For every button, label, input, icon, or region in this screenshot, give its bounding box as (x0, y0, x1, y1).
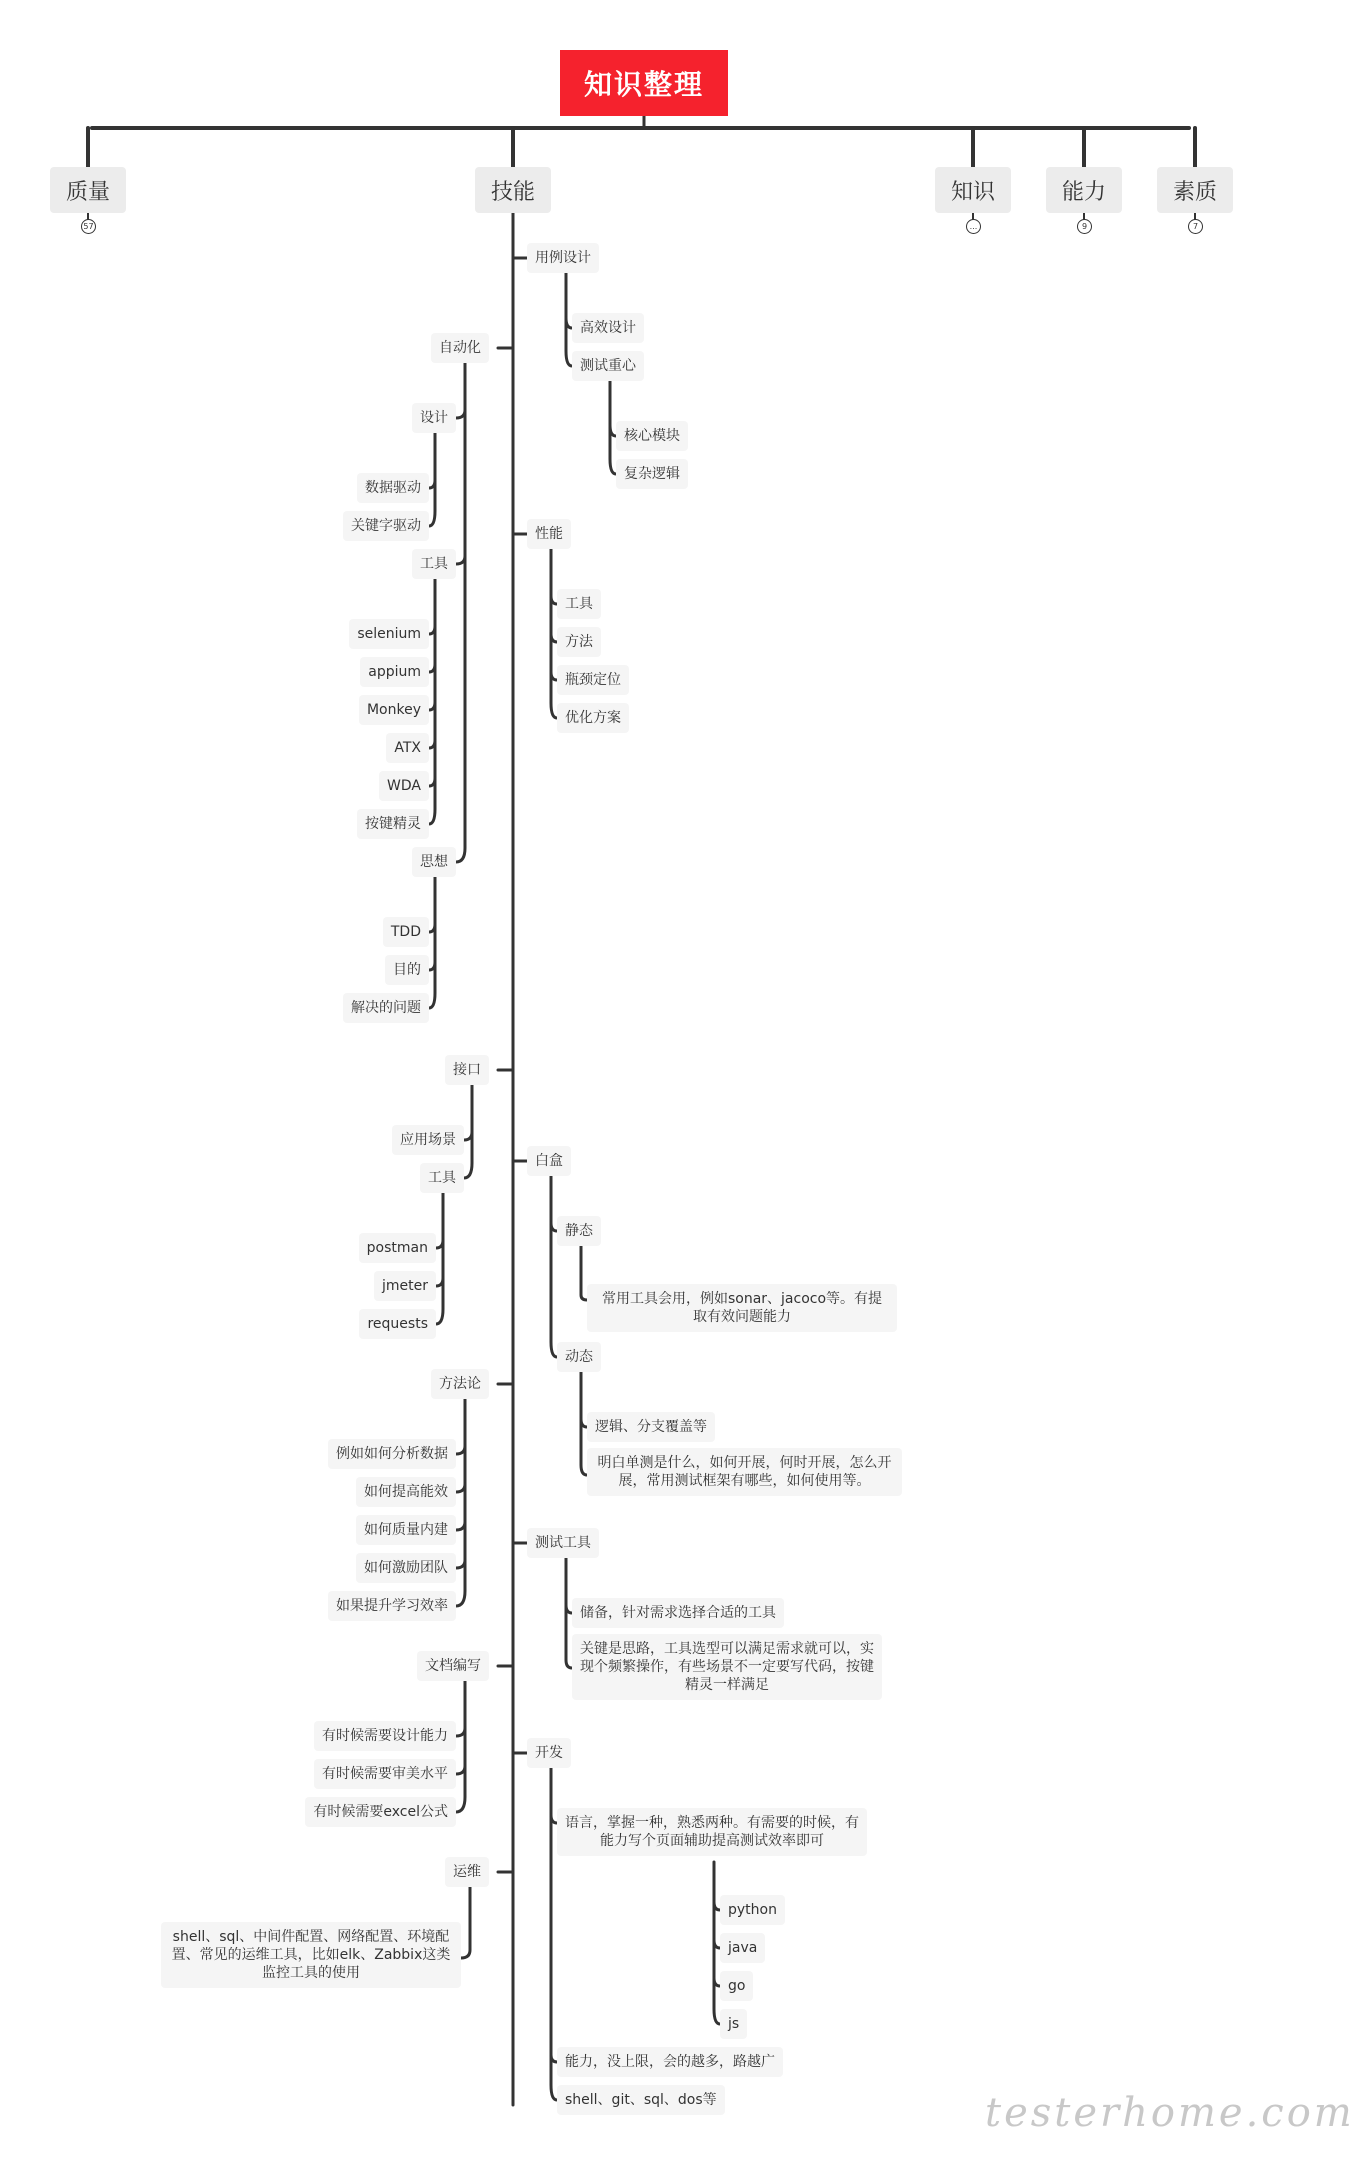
topic-performance[interactable]: 性能 (527, 519, 571, 549)
topic-api-tool-item[interactable]: requests (359, 1309, 436, 1339)
topic-methodology-item[interactable]: 如何激励团队 (356, 1553, 456, 1583)
topic-automation[interactable]: 自动化 (431, 333, 489, 363)
branch-quality[interactable]: 质量 (50, 167, 126, 213)
branch-ability[interactable]: 能力 (1046, 167, 1122, 213)
topic-methodology-item[interactable]: 如何质量内建 (356, 1515, 456, 1545)
topic-automation-thinking[interactable]: 思想 (412, 847, 456, 877)
topic-ops[interactable]: 运维 (445, 1857, 489, 1887)
topic-api[interactable]: 接口 (445, 1055, 489, 1085)
root-topic[interactable]: 知识整理 (560, 50, 728, 116)
topic-api-tool-item[interactable]: jmeter (374, 1271, 436, 1301)
knowledge-collapsed-count[interactable]: ... (966, 219, 981, 234)
topic-thinking-item[interactable]: 解决的问题 (343, 993, 429, 1023)
qualities-collapsed-count[interactable]: 7 (1188, 219, 1203, 234)
topic-dynamic[interactable]: 动态 (557, 1342, 601, 1372)
topic-methodology-item[interactable]: 如何提高能效 (356, 1477, 456, 1507)
topic-methodology[interactable]: 方法论 (431, 1369, 489, 1399)
topic-api-scenario[interactable]: 应用场景 (392, 1125, 464, 1155)
topic-static-note[interactable]: 常用工具会用，例如sonar、jacoco等。有提取有效问题能力 (587, 1284, 897, 1332)
topic-api-tools[interactable]: 工具 (420, 1163, 464, 1193)
topic-automation-tools[interactable]: 工具 (412, 549, 456, 579)
topic-docs[interactable]: 文档编写 (417, 1651, 489, 1681)
topic-dev-ability[interactable]: 能力，没上限，会的越多，路越广 (557, 2047, 783, 2077)
topic-case-design[interactable]: 用例设计 (527, 243, 599, 273)
topic-tool-item[interactable]: 按键精灵 (357, 809, 429, 839)
topic-tool-item[interactable]: WDA (379, 771, 429, 801)
topic-docs-item[interactable]: 有时候需要审美水平 (314, 1759, 456, 1789)
topic-thinking-item[interactable]: TDD (383, 917, 429, 947)
topic-language[interactable]: js (720, 2009, 747, 2039)
topic-methodology-item[interactable]: 例如如何分析数据 (328, 1439, 456, 1469)
topic-language[interactable]: python (720, 1895, 785, 1925)
watermark: testerhome.com (985, 2090, 1355, 2136)
topic-dev-tools[interactable]: shell、git、sql、dos等 (557, 2085, 725, 2115)
topic-complex-logic[interactable]: 复杂逻辑 (616, 459, 688, 489)
topic-language[interactable]: java (720, 1933, 765, 1963)
topic-performance-item[interactable]: 方法 (557, 627, 601, 657)
topic-performance-item[interactable]: 优化方案 (557, 703, 629, 733)
topic-methodology-item[interactable]: 如果提升学习效率 (328, 1591, 456, 1621)
topic-whitebox[interactable]: 白盒 (527, 1146, 571, 1176)
topic-docs-item[interactable]: 有时候需要设计能力 (314, 1721, 456, 1751)
topic-test-tools[interactable]: 测试工具 (527, 1528, 599, 1558)
topic-design-item[interactable]: 关键字驱动 (343, 511, 429, 541)
topic-docs-item[interactable]: 有时候需要excel公式 (305, 1797, 456, 1827)
topic-test-focus[interactable]: 测试重心 (572, 351, 644, 381)
topic-efficient-design[interactable]: 高效设计 (572, 313, 644, 343)
topic-thinking-item[interactable]: 目的 (385, 955, 429, 985)
topic-ops-note[interactable]: shell、sql、中间件配置、网络配置、环境配置、常见的运维工具，比如elk、Zabbix这类监控工具的使用 (161, 1922, 461, 1988)
topic-language[interactable]: go (720, 1971, 753, 2001)
topic-test-tools-item[interactable]: 关键是思路，工具选型可以满足需求就可以，实现个频繁操作，有些场景不一定要写代码，按键精灵一样满足 (572, 1634, 882, 1700)
topic-performance-item[interactable]: 瓶颈定位 (557, 665, 629, 695)
topic-dynamic-item[interactable]: 逻辑、分支覆盖等 (587, 1412, 715, 1442)
topic-tool-item[interactable]: ATX (386, 733, 429, 763)
topic-tool-item[interactable]: appium (360, 657, 429, 687)
topic-dev-language[interactable]: 语言，掌握一种，熟悉两种。有需要的时候，有能力写个页面辅助提高测试效率即可 (557, 1808, 867, 1856)
topic-core-module[interactable]: 核心模块 (616, 421, 688, 451)
topic-tool-item[interactable]: selenium (349, 619, 429, 649)
topic-test-tools-item[interactable]: 储备，针对需求选择合适的工具 (572, 1598, 784, 1628)
branch-skills[interactable]: 技能 (475, 167, 551, 213)
topic-dev[interactable]: 开发 (527, 1738, 571, 1768)
topic-dynamic-item[interactable]: 明白单测是什么，如何开展，何时开展，怎么开展，常用测试框架有哪些，如何使用等。 (587, 1448, 902, 1496)
quality-collapsed-count[interactable]: 57 (81, 219, 96, 234)
topic-static[interactable]: 静态 (557, 1216, 601, 1246)
ability-collapsed-count[interactable]: 9 (1077, 219, 1092, 234)
branch-knowledge[interactable]: 知识 (935, 167, 1011, 213)
topic-design-item[interactable]: 数据驱动 (357, 473, 429, 503)
topic-automation-design[interactable]: 设计 (412, 403, 456, 433)
topic-performance-item[interactable]: 工具 (557, 589, 601, 619)
topic-api-tool-item[interactable]: postman (359, 1233, 436, 1263)
branch-qualities[interactable]: 素质 (1157, 167, 1233, 213)
topic-tool-item[interactable]: Monkey (359, 695, 429, 725)
